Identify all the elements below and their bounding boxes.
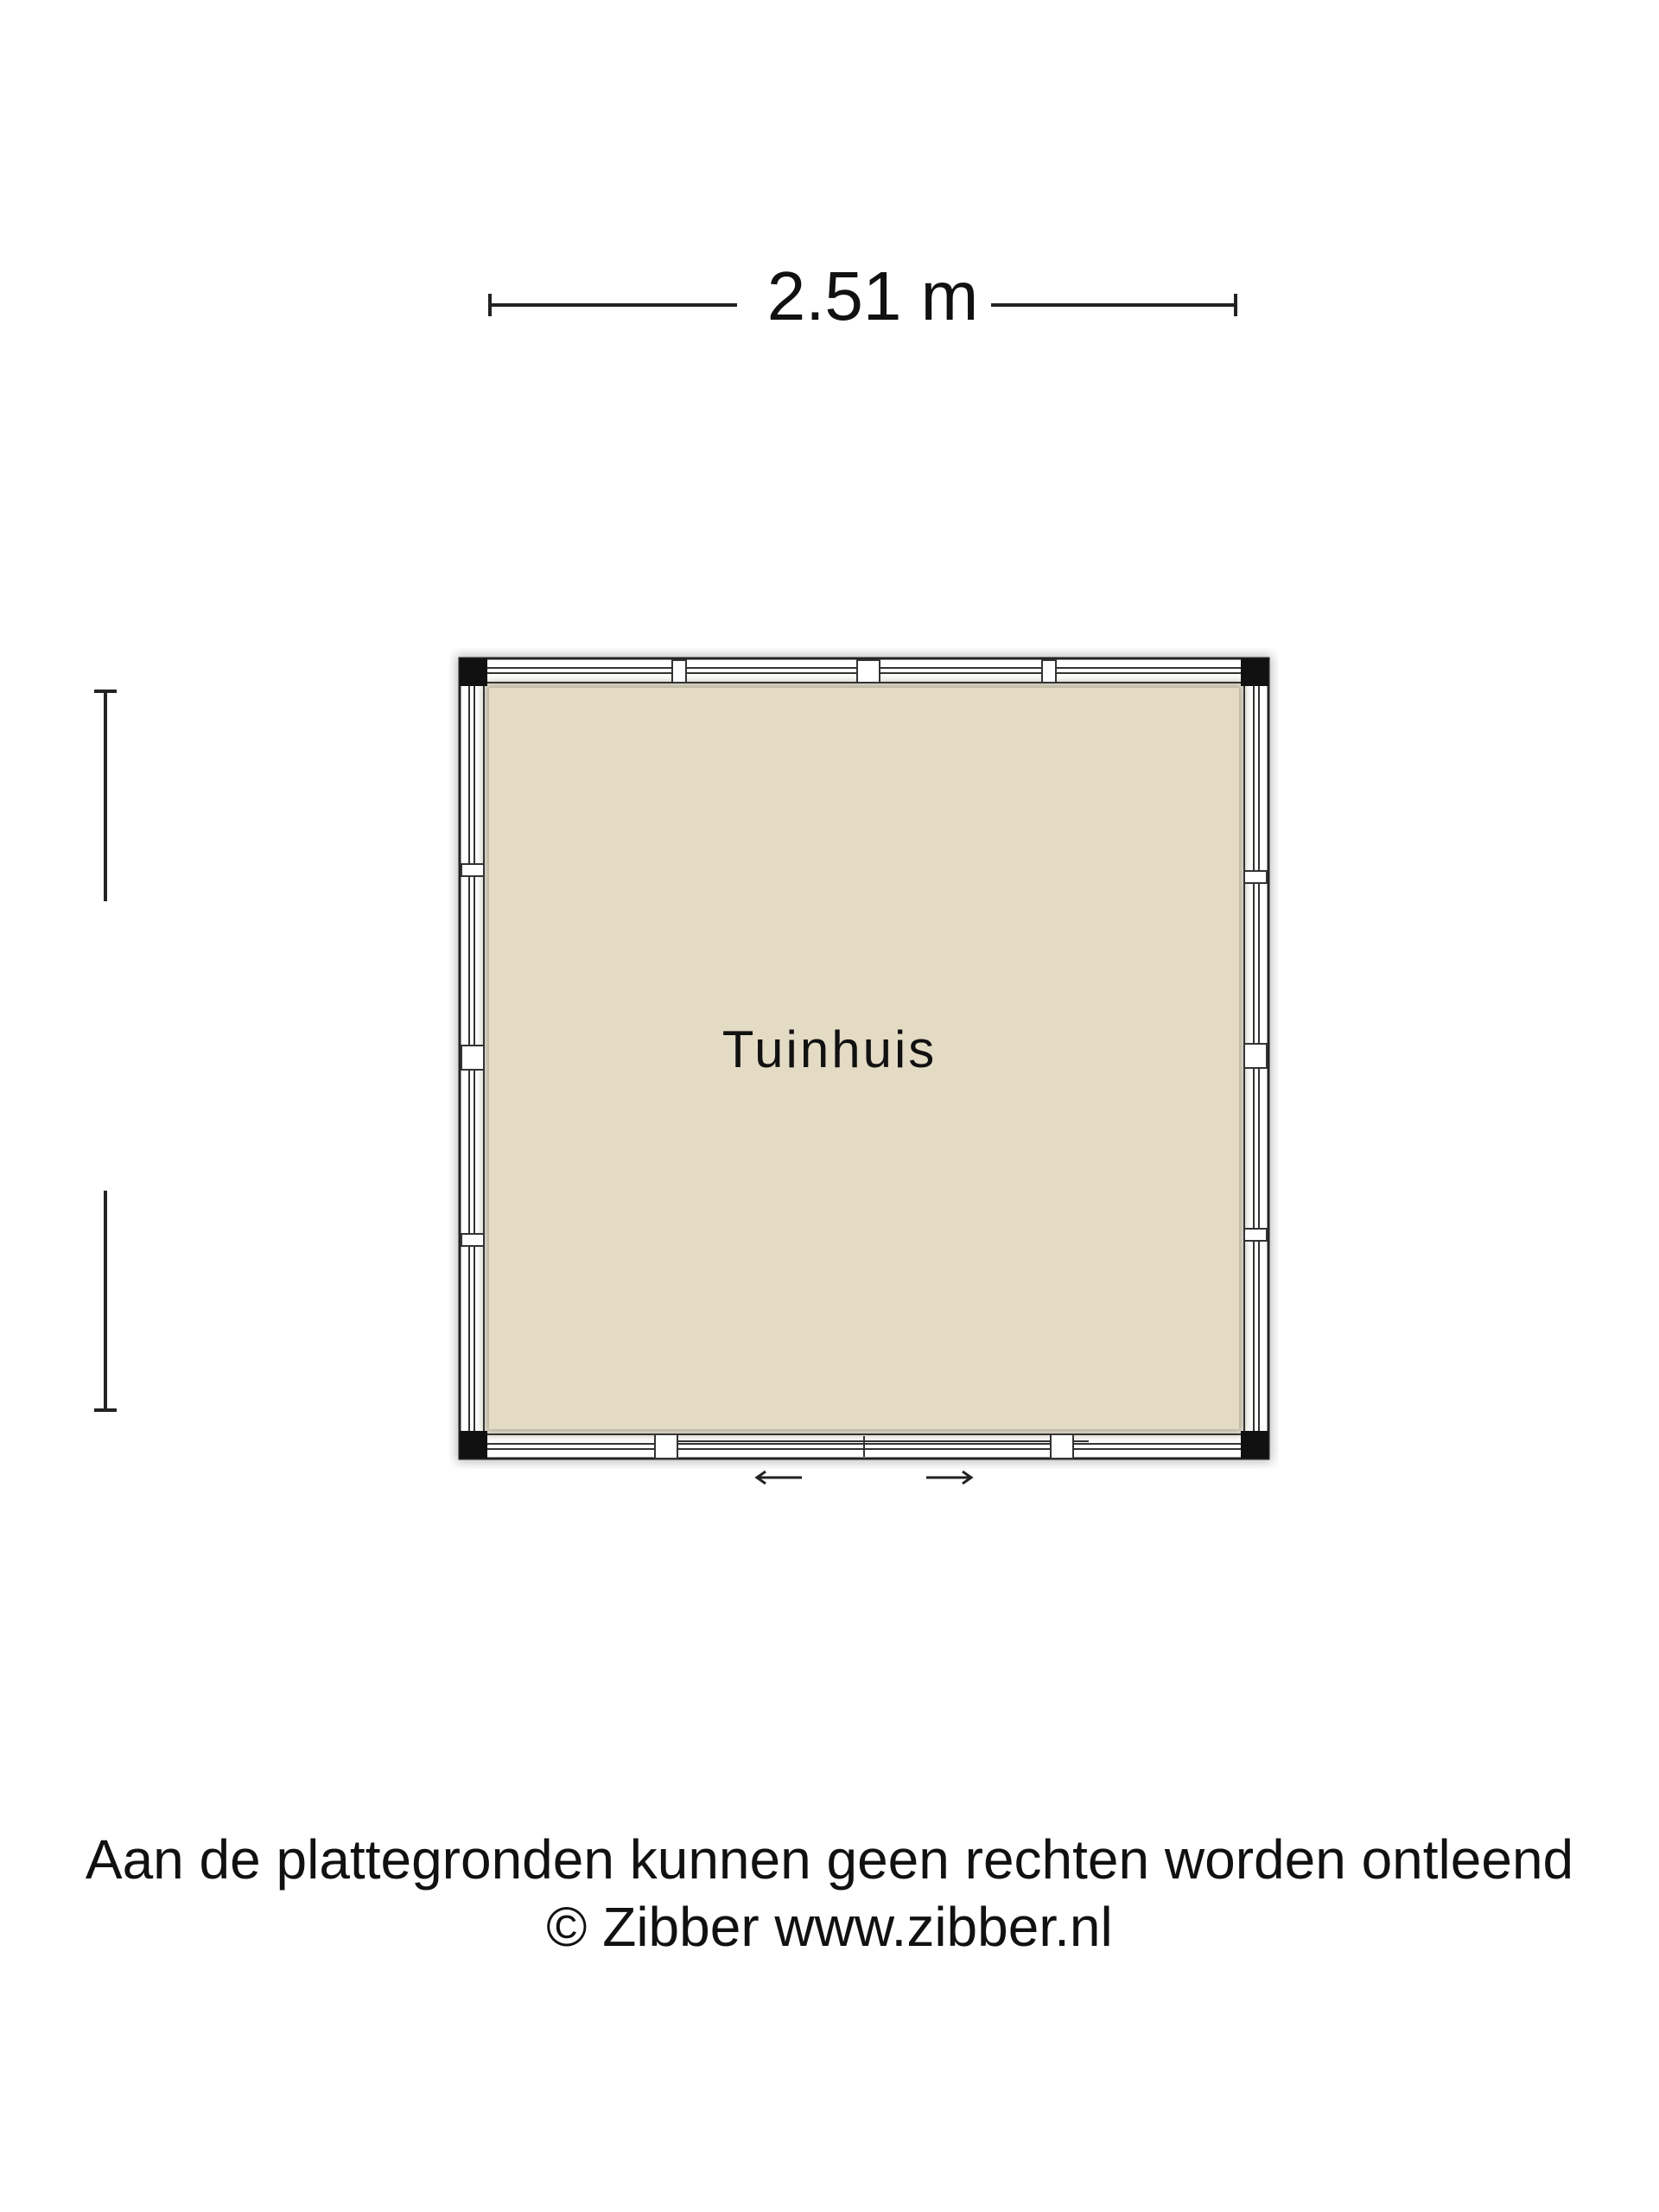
width-dimension-line-left bbox=[488, 303, 737, 307]
corner-post-top-left bbox=[460, 658, 487, 686]
height-dimension-line-bottom bbox=[104, 1191, 107, 1412]
corner-post-top-right bbox=[1241, 658, 1268, 686]
corner-post-bottom-right bbox=[1241, 1431, 1268, 1459]
width-dimension-label: 2.51 m bbox=[766, 257, 979, 334]
copyright-text: © Zibber www.zibber.nl bbox=[546, 1896, 1113, 1958]
door-arrow-left-icon bbox=[753, 1469, 805, 1486]
height-dimension-line-top bbox=[104, 690, 107, 901]
corner-post-bottom-left bbox=[460, 1431, 487, 1459]
door-arrow-right-icon bbox=[923, 1469, 975, 1486]
disclaimer-text: Aan de plattegronden kunnen geen rechten worden ontleend bbox=[85, 1828, 1574, 1891]
room-label: Tuinhuis bbox=[721, 1020, 938, 1078]
width-dimension-line-right bbox=[991, 303, 1237, 307]
height-dimension-tick-bottom bbox=[94, 1408, 117, 1412]
width-dimension-tick-right bbox=[1234, 294, 1237, 316]
